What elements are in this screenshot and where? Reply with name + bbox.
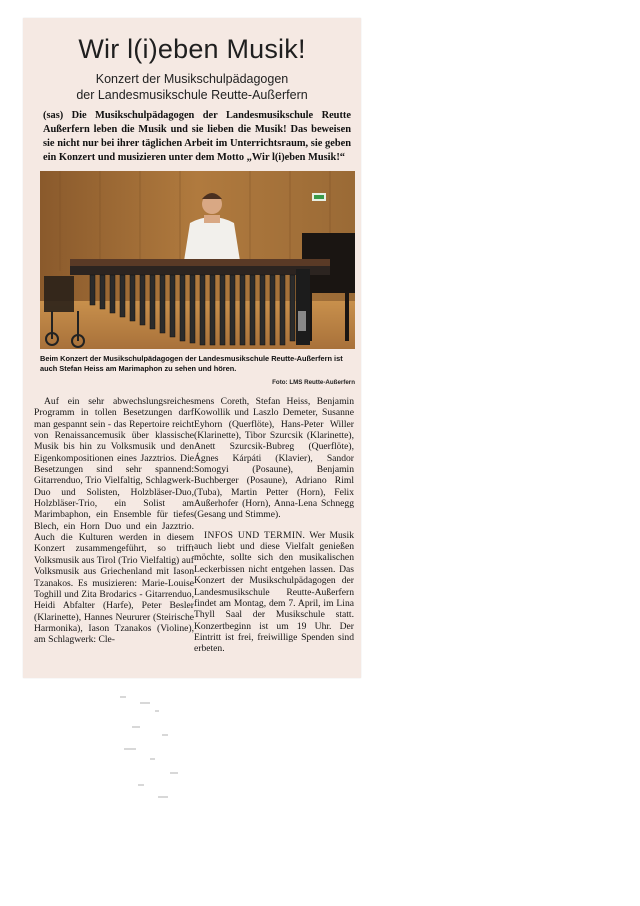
- infos-text: Wer Musik auch liebt und diese Vielfalt genießen möchte, sollte sich den musikalischen Leckerbissen nicht entgehen lassen. Das Konzert der Musikschulpädagogen der Landesmusikschule Reutte-Außerfern findet am Montag, dem 7. April, im Lina Thyll Saal der Musikschule statt. Konzertbeginn ist um 19 Uhr. Der Eintritt ist frei, freiwillige Spenden sind erbeten.: [194, 529, 355, 655]
- article-column-right: [194, 396, 354, 655]
- subheadline-line-2: der Landesmusikschule Reutte-Außerfern: [76, 88, 308, 102]
- photo-caption: Beim Konzert der Musikschulpädagogen der Landesmusikschule Reutte-Außerfern ist auch Stefan Heiss am Marimaphon zu sehen und hören.: [40, 354, 343, 373]
- body-paragraph-right-1: mens Coreth, Stefan Heiss, Benjamin Kowollik und Laszlo Demeter, Susanne Eyhorn (Querflöte), Hans-Peter Willer (Klarinette), Tibor Szurcsik (Klarinette), Anett Szurcsik-Bubreg (Querflöte), Ágnes Kárpáti (Klavier), Sandor Somogyi (Posaune), Benjamin Buchberger (Posaune), Adriano Riml (Tuba), Martin Petter (Horn), Felix Außerhofer (Horn), Anna-Lena Schnegg (Gesang und Stimme).: [194, 396, 354, 521]
- infos-heading: INFOS UND TERMIN.: [204, 529, 306, 541]
- concert-photo: [40, 171, 355, 349]
- body-paragraph-right-2: [194, 530, 354, 655]
- article-headline: Wir l(i)eben Musik!: [78, 34, 306, 64]
- marimba-player-image: [40, 171, 355, 349]
- newspaper-clipping: [23, 18, 361, 678]
- subheadline-line-1: Konzert der Musikschulpädagogen: [95, 72, 289, 86]
- body-paragraph-left: Auf ein sehr abwechslungsreiches Programm in tollen Besetzungen darf man gespannt sein - das Repertoire reicht von Renaissancemusik über klassische Musik bis hin zu Volksmusik und den Eigenkompositionen eines Jazztrios. Die Besetzungen sind sehr spannend: Gitarrenduo, Trio Vielfaltig, Schlagwerk-Duo und Solisten, Holzbläser-Duo, Holzbläser-Trio, ein Solist am Marimbaphon, ein Ensemble für tiefes Blech, ein Horn Duo und ein Jazztrio. Auch die Kulturen werden in diesem Konzert zusammengeführt, so trifft Volksmusik aus Tirol (Trio Vielfaltig) auf Volksmusik aus Griechenland mit Iason Tzanakos. Es musizieren: Marie-Louise Toghill und Zita Brodarics - Gitarrenduo, Heidi Abfalter (Harfe), Peter Besler (Klarinette), Hannes Neururer (Steirische Harmonika), Iason Tzanakos (Violine), am Schlagwerk: Cle-: [34, 396, 194, 646]
- article-column-left: [34, 396, 194, 646]
- article-intro: (sas) Die Musikschulpädagogen der Landesmusikschule Reutte Außerfern leben die Musik und sie lieben die Musik! Das beweisen sie nicht nur bei ihrer täglichen Arbeit im Unterrichtsraum, sie geben ein Konzert und musizieren unter dem Motto „Wir l(i)eben Musik!“: [43, 110, 351, 163]
- article-subheadline: [23, 71, 361, 103]
- scan-artifact: [110, 688, 200, 808]
- photo-credit: Foto: LMS Reutte-Außerfern: [272, 379, 355, 386]
